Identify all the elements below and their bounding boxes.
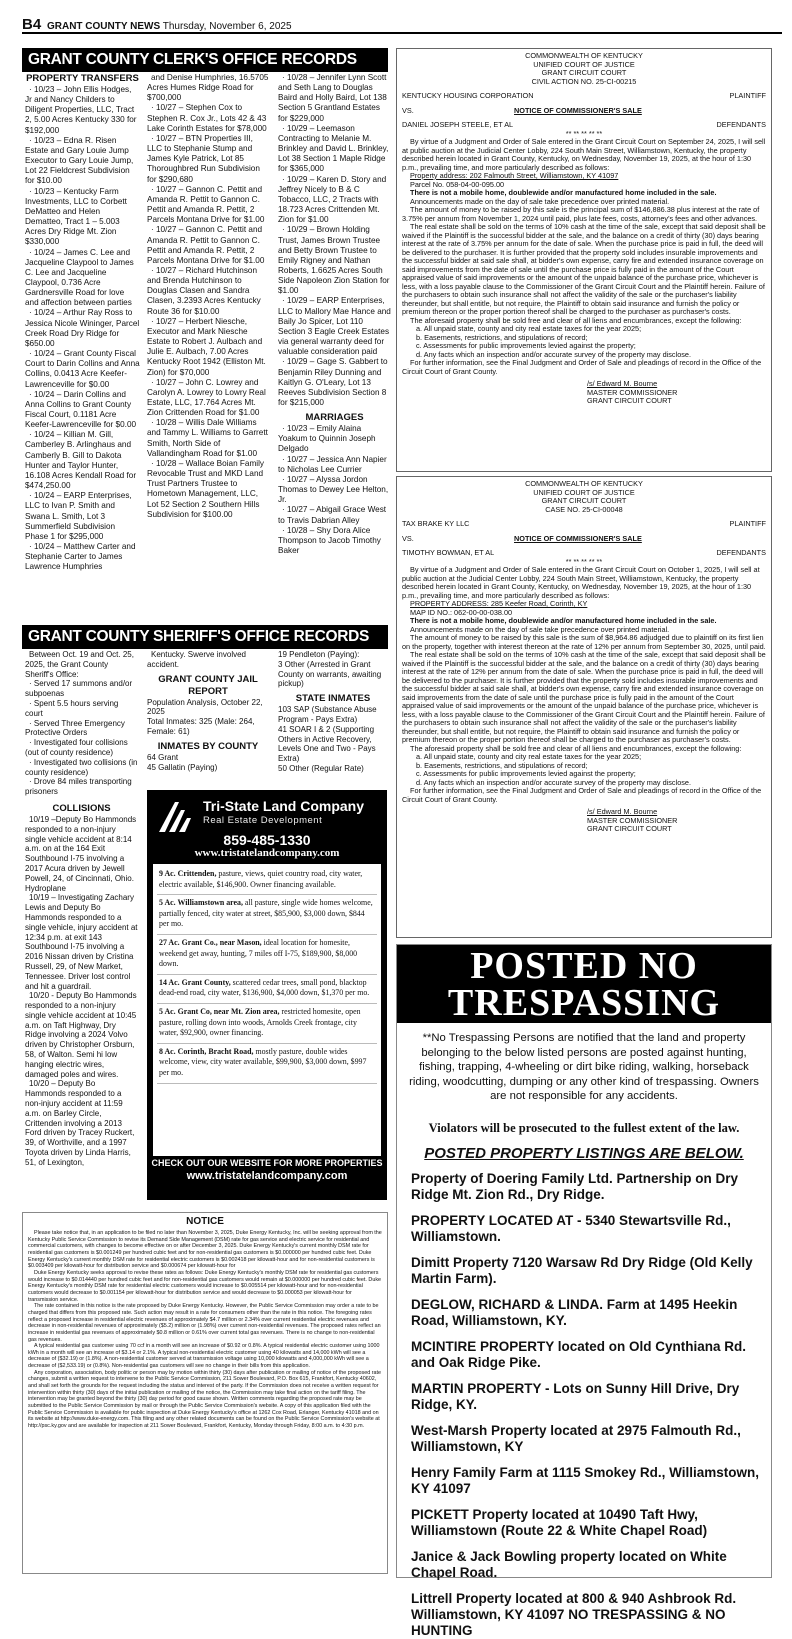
court-line: CASE NO. 25-CI-00048 <box>545 504 623 514</box>
sale-amount: The amount of money to be raised by this sale is the principal sum of $146,886.38 plus interest at the rate of 3.75% per annum from November 1, 2024 until paid, plus late fees, costs, attorney's fees and other advances. <box>402 205 760 223</box>
court-line: GRANT CIRCUIT COURT <box>541 68 627 77</box>
transfer-item: · 10/27 – Gannon C. Pettit and Amanda R. Pettit to Gannon C. Pettit and Amanda R. Pettit, 2 Parcels Montana Drive for $1.00 <box>147 184 265 225</box>
plaintiff-label: PLAINTIFF <box>729 91 766 100</box>
state-inmates <box>278 705 388 774</box>
transfer-item: · 10/29 – Leemason Contracting to Melanie M. Brinkley and David L. Brinkley, Lot 38 Section 1 Maple Ridge for $365,000 <box>278 123 389 174</box>
collisions-list <box>25 815 138 1168</box>
announcement-note: Announcements made on the day of sale take precedence over printed material. <box>410 624 670 634</box>
sheriff-activity-item: · Investigated four collisions (out of county residence) <box>25 738 128 757</box>
stars: ** ** ** ** ** <box>565 556 603 566</box>
parcel-number: MAP ID NO.: 062-00-00-038.00 <box>410 607 513 617</box>
signature-block <box>587 380 766 406</box>
exception-item: b. Easements, restrictions, and stipulations of record; <box>416 332 588 342</box>
notice-paragraph: Please take notice that, in an application to be filed no later than November 3, 2025, Duke Energy Kentucky, Inc. will be seeking approval from the Kentucky Public Service Commission to revise its Demand Side Management (DSM) rate for gas service and electric service for residential and commercial customers, with changes to become effective on or after December 3, 2025. Duke Energy Kentucky's current monthly DSM rate for residential gas customers is $0.001249 per hundred cubic feet and for non-residential gas customers is $0.000000 per hundred cubic feet. Duke Energy Kentucky's current monthly DSM rate for residential electric customers is $0.002418 per kilowatt-hour and for non-residential customers is $0.003409 per kilowatt-hour for distribution service and $0.000674 per kilowatt-hour for <box>28 1230 382 1270</box>
ad-listing <box>157 1004 377 1044</box>
ad-listing <box>157 1044 377 1084</box>
exception-item: c. Assessments for public improvements levied against the property; <box>416 341 636 350</box>
clerk-col2 <box>147 73 269 578</box>
mobile-home-note: There is not a mobile home, doublewide and/or manufactured home included in the sale. <box>410 616 717 625</box>
collisions-title: COLLISIONS <box>52 802 111 814</box>
signature-line: /s/ Edward M. Bourne <box>587 379 658 388</box>
transfer-item: · 10/27 – John C. Lowrey and Carolyn A. Lowrey to Lowry Real Estate, LLC, 17.764 Acres Mt. Zion Crittenden Road for $1.00 <box>147 377 266 418</box>
signature-line: MASTER COMMISSIONER <box>587 387 678 397</box>
sheriff-activity-item: · Served 17 summons and/or subpoenas <box>25 679 133 699</box>
state-inmate-line: 50 Other (Regular Rate) <box>278 763 364 773</box>
transfer-item: · 10/29 – EARP Enterprises, LLC to Mallory Mae Hance and Baily Jo Spicer, Lot 110 Section 3 Eagle Creek Estates via general warranty deed for valuable consideration paid <box>278 296 391 357</box>
transfer-item: · 10/24 – Grant County Fiscal Court to Darin Collins and Anna Collins, 0.0413 Acre Keefer-Lawrenceville for $0.00 <box>25 349 140 389</box>
notice-title: NOTICE <box>186 1216 224 1227</box>
ad-footer2: www.tristatelandcompany.com <box>186 1170 348 1182</box>
posted-property-item: DEGLOW, RICHARD & LINDA. Farm at 1495 Heekin Road, Williamstown, KY. <box>411 1297 738 1328</box>
duke-notice <box>22 1212 388 1574</box>
marriage-item: · 10/27 – Alyssa Jordon Thomas to Dewey Lee Helton, Jr. <box>278 474 389 505</box>
vs-row <box>402 107 766 116</box>
state-inmate-line: 103 SAP (Substance Abuse Program - Pays Extra) <box>278 705 377 724</box>
sheriff-activity-item: · Spent 5.5 hours serving court <box>25 698 119 718</box>
transfer-item: · 10/23 – Edna R. Risen Estate and Gary Louie Jump Executor to Gary Louie Jump, Lot 22 Fieldcrest Subdivision for $10.00 <box>25 135 134 186</box>
transfer-item: · 10/27 – Gannon C. Pettit and Amanda R. Pettit to Gannon C. Pettit and Amanda R. Pettit, 2 Parcels Montana Drive for $1.00 <box>147 225 265 265</box>
plaintiff-name: KENTUCKY HOUSING CORPORATION <box>402 91 534 100</box>
transfer-item: · 10/28 – Willis Dale Williams and Tammy L. Williams to Garrett Smith, North Side of Vallandingham Road for $1.00 <box>147 418 268 458</box>
ad-listings <box>153 864 381 1156</box>
posted-intro: **No Trespassing Persons are notified that the land and property belonging to the below listed persons are posted against hunting, fishing, trapping, 4-wheeling or dirt bike riding, walking, horseback riding, woodcutting, dumping or any other kind of trespassing. Owners are not responsible for any accidents. <box>409 1032 759 1103</box>
posted-warning: Violators will be prosecuted to the fullest extent of the law. <box>428 1121 740 1135</box>
marriages-list <box>278 424 391 556</box>
transfer-item: · 10/29 – Gage S. Gabbert to Benjamin Riley Dunning and Kaitlyn G. O'Leary, Lot 13 Reeves Subdivision Section 8 for $215,000 <box>278 357 388 407</box>
sale-title: NOTICE OF COMMISSIONER'S SALE <box>514 533 642 543</box>
posted-title2: TRESPASSING <box>447 982 721 1024</box>
posted-list <box>411 1171 761 1638</box>
ad-website: www.tristatelandcompany.com <box>194 847 340 859</box>
inmate-line: 3 Other (Arrested in Grant County on warrants, awaiting pickup) <box>278 659 382 689</box>
sale-terms: The real estate shall be sold on the terms of 10% cash at the time of the sale, except that said deposit shall be waived if the Plaintiff is the successful bidder at the sale, and the balance on a credit of thirty (30) days bearing interest at the rate of 12% per annum from the date of sale. When the purchase price is paid in full, the deed will be delivered to the purchaser. It is further provided that the property sold includes insurable improvements and the successful bidder at said sale shall, at bidder's own expense, carry fire and extended insurance coverage on said improvements from the date of sale until the purchase price is fully paid in the amount of the Court appraised value of said improvements or the amount of the unpaid balance of the purchase price, whichever is less, with a loss payable clause to the Commissioner of the Grant Circuit Court and the Plaintiff herein. Failure of the purchasers to obtain such insurance shall not affect the validity of the sale or the purchaser's liability thereunder, but shall entitle, but not require, the Plaintiff to obtain said insurance and furnish the policy or premium thereon or the proper portion thereof shall be charged to the purchaser as purchaser's costs. <box>402 650 766 744</box>
notice-paragraph: Duke Energy Kentucky seeks approval to revise these rates as follows: Duke Energy Kentucky's monthly DSM rate for residential gas customers would increase to $0.014440 per hundred cubic feet and for non-residential gas customers would remain at $0.000000 per hundred cubic feet. Duke Energy Kentucky's monthly DSM rate for residential electric customers would increase to $0.005514 per kilowatt-hour and for non-residential customers would decrease to $0.001154 per kilowatt-hour for distribution service and would decrease to $0.000053 per kilowatt-hour for transmission service. <box>28 1269 382 1303</box>
transfer-item: · 10/27 – BTN Properties III, LLC to Stephanie Stump and James Kyle Patrick, Lot 85 Thoroughbred Run Subdivision for $290,680 <box>147 133 260 184</box>
notice-paragraph: Any corporation, association, body politic or person may by motion within thirty (30) days after publication or mailing of notice of the proposed rate changes, submit a written request to intervene to the Public Service Commission, 211 Sower Boulevard, P.O. Box 615, Frankfort, Kentucky 40602, and shall set forth the grounds for the request including the status and interest of the party. If the Commission does not receive a written request for intervention within thirty (30) days of the initial publication or mailing of the notice, the Commission may take final action on the tariff filing. The intervention may be granted beyond the thirty (30) day period for good cause shown. Written comments regarding the proposed rate may be submitted to the Public Service Commission by mail or through the Public Service Commission's website. A copy of this application filed with the Public Service Commission is available for public inspection at Duke Energy Kentucky's office at 1262 Cox Road, Erlanger, Kentucky 41018 and on its website at http://www.duke-energy.com. This filing and any other related documents can be found on the Public Service Commission's website at http://psc.ky.gov and are available for inspection at 211 Sower Boulevard, Frankfort, Kentucky, Monday through Friday, 8:00 a.m. to 4:30 p.m. <box>28 1369 381 1430</box>
transfer-item: · 10/27 – Stephen Cox to Stephen R. Cox Jr., Lots 42 & 43 Lake Corinth Estates for $78,000 <box>147 103 267 133</box>
marriage-item: · 10/27 – Jessica Ann Napier to Nicholas Lee Currier <box>278 454 387 474</box>
posted-property-item: MCINTIRE PROPERTY located on Old Cynthiana Rd. and Oak Ridge Pike. <box>411 1339 747 1370</box>
sheriff-activity-item: · Investigated two collisions (in county residence) <box>25 757 138 777</box>
page-number: B4 <box>22 16 42 33</box>
defendant-name: DANIEL JOSEPH STEELE, ET AL <box>402 120 514 129</box>
marriage-item: · 10/27 – Abigail Grace West to Travis Dabrian Alley <box>278 505 387 525</box>
vs-label: VS. <box>402 533 414 543</box>
transfer-item: · 10/24 – James C. Lee and Jacqueline Claypool to James C. Lee and Jacqueline Claypool, 0.736 Acre Gardnersville Road for love and affection between parties <box>25 247 134 308</box>
exception-item: b. Easements, restrictions, and stipulations of record; <box>416 760 588 770</box>
ad-header <box>149 792 385 862</box>
inmate-line: 19 Pendleton (Paying): <box>278 650 360 659</box>
plaintiff-name-row <box>402 92 766 101</box>
court-line: COMMONWEALTH OF KENTUCKY <box>525 479 643 488</box>
ad-tagline: Real Estate Development <box>203 815 323 826</box>
collision-item: 10/19 –Deputy Bo Hammonds responded to a non-injury single vehicle accident at 8:14 a.m. on at the 164 Exit Southbound I-75 involving a 2017 Acura driven by Jewell Powell, 24, of Cincinnati, Ohio. Hydroplane <box>25 814 137 893</box>
signature-line: GRANT CIRCUIT COURT <box>587 824 672 833</box>
ad-listing <box>157 935 377 975</box>
state-title: STATE INMATES <box>295 693 371 705</box>
plaintiff-name: TAX BRAKE KY LLC <box>402 519 470 528</box>
ad-listing-lead: 8 Ac. Corinth, Bracht Road, <box>159 1046 254 1056</box>
notice-paragraph: The rate contained in this notice is the rate proposed by Duke Energy Kentucky. However, the Public Service Commission may order a rate to be charged that differs from this proposed rate. Such action may result in a rate for consumers other than the rate in this notice. The foregoing rates reflect a proposed increase in residential electric revenues of approximately $4.7 million or 2.34% over current residential electric revenues and decrease in non-residential revenues of approximately ($5.2) million or (1.98%) over current non-residential revenues. The proposed rates reflect an increase in residential gas revenues of approximately $0.8 million or 0.61% over current total gas revenues. There is no change to non-residential gas revenues. <box>28 1303 381 1343</box>
ad-listing-text: pasture, views, quiet country road, city water, electric available, $146,900. Owner financing available. <box>159 869 363 889</box>
signature-block <box>587 808 766 834</box>
announcement-note: Announcements made on the day of sale take precedence over printed material. <box>410 196 670 206</box>
sale-terms: The real estate shall be sold on the terms of 10% cash at the time of the sale, except that said deposit shall be waived if the Plaintiff is the successful bidder at the sale, and the balance on a credit of thirty (30) days bearing interest at the rate of 3.75% per annum for the date of sale. When the purchase price is paid in full, the deed will be delivered to the purchaser. It is further provided that the property sold includes insurable improvements and the successful bidder at said sale shall, at bidder's own expense, carry fire and extended insurance coverage on said improvements from the date of sale until the purchase price is fully paid in the amount of the Court appraised value of said improvements or the amount of the unpaid balance of the purchase price, whichever is less, with a loss payable clause to the Commissioner of the Grant Circuit Court and the Plaintiff herein. Failure of the purchasers to obtain such insurance shall not affect the validity of the sale or the purchaser's liability thereunder, but shall entitle, but not require, the Plaintiff to obtain said insurance and furnish the policy or premium thereon or the proper portion thereof shall be charged to the purchaser as purchaser's costs. <box>402 222 766 316</box>
clerk-col1 <box>25 73 140 578</box>
sheriff-activity-item: · Drove 84 miles transporting prisoners <box>25 777 132 797</box>
issue-date: Thursday, November 6, 2025 <box>162 21 292 32</box>
posted-title1: POSTED NO <box>470 945 698 987</box>
ad-listing-text: restricted homesite, open pasture, rolling down into woods, Arnolds Creek frontage, city water, $92,900, owner financing. <box>159 1006 361 1038</box>
sale-intro: By virtue of a Judgment and Order of Sale entered in the Grant Circuit Court on October 1, 2025, I will sell at public auction at the Judicial Center Lobby, 224 South Main Street, Williamstown, Kentucky, the property described herein located in Grant County, Kentucky, on Wednesday, November 19, 2025, at the hour of 1:30 p.m., prevailing time, and more particularly described as follows: <box>402 565 760 600</box>
transfer-item: · 10/29 – Brown Holding Trust, James Brown Trustee and Betty Brown Trustee to Emily Rigney and Nathan Roberts, 1.6625 Acres South Side Napoleon Zion Station for $1.00 <box>278 225 390 296</box>
exception-item: d. Any facts which an inspection and/or accurate survey of the property may disclose. <box>416 777 691 787</box>
tristate-ad <box>147 790 387 1200</box>
ad-listing-text: scattered cedar trees, small pond, blacktop dead-end road, city water, $136,900, $4,000 down, $1,370 per mo. <box>159 977 370 998</box>
posted-property-item: Property of Doering Family Ltd. Partnership on Dry Ridge Mt. Zion Rd., Dry Ridge. <box>411 1171 739 1202</box>
transfers-title: PROPERTY TRANSFERS <box>26 73 139 84</box>
inmate-line: 64 Grant <box>147 752 179 762</box>
transfer-item: · 10/24 – EARP Enterprises, LLC to Ivan P. Smith and Swana L. Smith, Lot 3 Summerfield Subdivision Phase 1 for $295,000 <box>25 491 132 541</box>
exception-item: c. Assessments for public improvements levied against the property; <box>416 769 636 778</box>
posted-property-item: Littrell Property located at 800 & 940 Ashbrook Rd. Williamstown, KY 41097 NO TRESPASSING & NO HUNTING <box>411 1591 737 1638</box>
vs-row <box>402 535 766 544</box>
court-line: GRANT CIRCUIT COURT <box>541 496 627 505</box>
signature-line: /s/ Edward M. Bourne <box>587 807 658 816</box>
court-line: CIVIL ACTION NO. 25-CI-00215 <box>531 76 637 86</box>
transfer-item: · 10/23 – Kentucky Farm Investments, LLC to Corbett DeMatteo and Helen Dematteo, Tract 1 – 5.003 Acres Dry Ridge Mt. Zion $330,000 <box>25 186 127 247</box>
signature-line: MASTER COMMISSIONER <box>587 815 678 825</box>
transfer-item: · 10/24 – Arthur Ray Ross to Jessica Nicole Wininger, Parcel Creek Road Dry Ridge for $650.00 <box>25 308 140 348</box>
sheriff-col3 <box>278 650 388 790</box>
ad-listing-lead: 5 Ac. Williamstown area, <box>159 898 243 908</box>
marriage-item: · 10/23 – Emily Alaina Yoakum to Quinnin Joseph Delgado <box>278 424 376 454</box>
commissioner-sale-1 <box>396 48 772 472</box>
jail-line: Population Analysis, October 22, 2025 <box>147 697 263 717</box>
mobile-home-note: There is not a mobile home, doublewide and/or manufactured home included in the sale. <box>410 188 717 197</box>
ad-listing-lead: 14 Ac. Grant County, <box>159 977 231 987</box>
marriage-item: · 10/28 – Shy Dora Alice Thompson to Jacob Timothy Baker <box>278 525 381 556</box>
transfer-item: · 10/27 – Herbert Niesche, Executor and Mark Niesche Estate to Robert J. Aulbach and Julie E. Aulbach, 7.00 Acres Kentucky Root 1942 (Elliston Mt. Zion) for $70,000 <box>147 316 266 377</box>
sheriff-activity <box>25 650 138 797</box>
defendant-name: TIMOTHY BOWMAN, ET AL <box>402 548 495 557</box>
notice-paragraph: A typical residential gas customer using 70 ccf in a month will see an increase of $0.92 or 0.8%. A typical residential electric customer using 1000 kWh in a month will see an increase of $3.14 or 2.1%. A typical non-residential electric customer using 40 kilowatts and 14,000 kWh will see a decrease of ($32.19) or (1.8%). A non-residential customer served at transmission voltage using 10,000 kilowatts and 4,000,000 kWh will see a decrease of ($2,533.19) or (0.8%). Non-residential gas customers will see no change in their bills from this application. <box>28 1343 380 1370</box>
commissioner-sale-2 <box>396 476 772 938</box>
stars: ** ** ** ** ** <box>565 128 603 138</box>
posted-property-item: PICKETT Property located at 10490 Taft Hwy, Williamstown (Route 22 & White Chapel Road) <box>411 1507 708 1538</box>
page-header <box>22 18 782 34</box>
defendant-label: DEFENDANTS <box>716 548 766 557</box>
transfer-item: · 10/29 – Karen D. Story and Jeffrey Nicely to B & C Tobacco, LLC, 2 Tracts with 18.723 Acres Crittenden Mt. Zion for $1.00 <box>278 174 387 225</box>
vs-label: VS. <box>402 105 414 115</box>
jail-line: Total Inmates: 325 (Male: 264, Female: 61) <box>147 717 255 736</box>
jail-report <box>147 698 269 737</box>
posted-property-item: MARTIN PROPERTY - Lots on Sunny Hill Drive, Dry Ridge, KY. <box>411 1381 740 1412</box>
exception-item: a. All unpaid state, county and city real estate taxes for the year 2025; <box>416 324 642 333</box>
transfer-item: · 10/24 – Matthew Carter and Stephanie Carter to James Lawrence Humphries <box>25 542 136 572</box>
ad-footer1: CHECK OUT OUR WEBSITE FOR MORE PROPERTIES <box>151 1158 383 1168</box>
clerk-banner: GRANT COUNTY CLERK'S OFFICE RECORDS <box>22 48 388 72</box>
posted-no-trespassing <box>396 944 772 1638</box>
inmates-cont <box>278 650 388 689</box>
ad-listing-text: ideal location for homesite, weekend get away, hunting, 7 miles off I-75, $189,900, $8,000 down. <box>159 937 358 969</box>
exception-item: a. All unpaid state, county and city real estate taxes for the year 2025; <box>416 752 642 761</box>
further-info: For further information, see the Final Judgment and Order of Sale and pleadings of record in the Office of the Circuit Court of Grant County. <box>402 786 762 804</box>
ad-listing <box>157 866 377 895</box>
posted-property-item: West-Marsh Property located at 2975 Falmouth Rd., Williamstown, KY <box>411 1423 741 1454</box>
posted-property-item: Janice & Jack Bowling property located on White Chapel Road. <box>411 1549 727 1580</box>
exception-item: d. Any facts which an inspection and/or accurate survey of the property may disclose. <box>416 349 691 359</box>
ad-phone: 859-485-1330 <box>223 832 311 848</box>
liens-note: The aforesaid property shall be sold free and clear of all liens and encumbrances, except the following: <box>410 315 742 325</box>
sheriff-col2 <box>147 650 269 790</box>
plaintiff-label: PLAINTIFF <box>729 519 766 528</box>
transfer-item: · 10/28 – Jennifer Lynn Scott and Seth Lang to Douglas Baird and Holly Baird, Lot 138 Section 5 Grantland Estates for $229,000 <box>278 73 387 123</box>
ad-listing-lead: 9 Ac. Crittenden, <box>159 869 217 878</box>
clerk-col3 <box>278 73 391 578</box>
inmates-by-county <box>147 753 269 773</box>
transfers-list <box>25 85 140 573</box>
property-address: Property address: 202 Falmouth Street, Williamstown, KY 41097 <box>410 171 619 180</box>
liens-note: The aforesaid property shall be sold free and clear of all liens and encumbrances, except the following: <box>410 743 742 753</box>
posted-property-item: Dimitt Property 7120 Warsaw Rd Dry Ridge (Old Kelly Martin Farm). <box>411 1255 753 1286</box>
transfer-item: · 10/24 – Darin Collins and Anna Collins to Grant County Fiscal Court, 0.1181 Acre Keefer-Lawrenceville for $0.00 <box>25 389 137 430</box>
state-inmate-line: 41 SOAR I & 2 (Supporting Others in Active Recovery, Levels One and Two - Pays Extra) <box>278 724 376 764</box>
sheriff-col2-top: Kentucky. Swerve involved accident. <box>147 650 247 669</box>
transfers-list-cont2 <box>278 73 391 408</box>
inmates-title: INMATES BY COUNTY <box>157 740 259 752</box>
ad-listing-lead: 5 Ac. Grant Co, near Mt. Zion area, <box>159 1006 280 1016</box>
inmate-line: 45 Gallatin (Paying) <box>147 762 218 772</box>
sale-title: NOTICE OF COMMISSIONER'S SALE <box>514 105 642 115</box>
posted-property-item: Henry Family Farm at 1115 Smokey Rd., Williamstown, KY 41097 <box>411 1465 760 1496</box>
notice-body <box>28 1230 382 1430</box>
sheriff-col1 <box>25 650 138 1205</box>
posted-property-item: PROPERTY LOCATED AT - 5340 Stewartsville Rd., Williamstown. <box>411 1213 731 1244</box>
parcel-number: Parcel No. 058-04-00-095.00 <box>410 179 505 189</box>
ad-listing-text: mostly pasture, double wides welcome, view, city water available, $99,900, $3,000 down, $997 per mo. <box>159 1046 367 1077</box>
mountain-logo-icon <box>157 798 197 834</box>
transfer-item: and Denise Humphries, 16.5705 Acres Humes Ridge Road for $700,000 <box>147 73 269 103</box>
further-info: For further information, see the Final Judgment and Order of Sale and pleadings of record in the Office of the Circuit Court of Grant County. <box>402 358 762 376</box>
posted-banner <box>397 945 771 1023</box>
marriages-title: MARRIAGES <box>305 412 364 424</box>
signature-line: GRANT CIRCUIT COURT <box>587 396 672 405</box>
sale-amount: The amount of money to be raised by this sale is the sum of $8,964.86 adjudged due to plaintiff on its first lien on the property, together with interest thereon at the rate of 12% per annum from September 30, 2025, until paid. <box>402 633 766 651</box>
collision-item: 10/19 – Investigating Zachary Lewis and Deputy Bo Hammonds responded to a single vehicle, injury accident at 12:34 p.m. at exit 143 Southbound I-75 involving a 2016 Nissan driven by Cristina Russell, 29, of New Market, Tennessee. Driver lost control and hit a guardrail. <box>25 893 138 991</box>
transfers-list-cont <box>147 73 269 520</box>
collision-item: 10/20 - Deputy Bo Hammonds responded to a non-injury single vehicle accident at 10:45 a.m. on Taft Highway, Dry Ridge involving a 2024 Volvo driven by Christopher Orsburn, 58, of Walton. Semi hi low hanging electric wires, damaged poles and wires. <box>25 991 137 1079</box>
transfer-item: · 10/27 – Richard Hutchinson and Brenda Hutchinson to Douglas Clasen and Sandra Clasen, 3.2393 Acres Kentucky Route 36 for $10.00 <box>147 265 261 316</box>
sheriff-banner: GRANT COUNTY SHERIFF'S OFFICE RECORDS <box>22 625 388 649</box>
jail-title: GRANT COUNTY JAIL REPORT <box>158 673 258 697</box>
transfer-item: · 10/23 – John Ellis Hodges, Jr and Nancy Childers to Diligent Properties, LLC, Tract 2, 5.00 Acres Kentucky 330 for $192,000 <box>25 85 137 135</box>
ad-listing-text: all pasture, single wide homes welcome, partially fenced, city water at street, $85,900, $3,000 down, $844 per mo. <box>159 898 373 929</box>
sale-intro: By virtue of a Judgment and Order of Sale entered in the Grant Circuit Court on September 24, 2025, I will sell at public auction at the Judicial Center Lobby, 224 South Main Street, Williamstown, Kentucky, the property described herein located in Grant County, Kentucky, on Wednesday, November 19, 2025, at the hour of 1:30 p.m., prevailing time, and more particularly described as follows: <box>402 137 766 172</box>
ad-company: Tri-State Land Company <box>203 798 365 814</box>
transfer-item: · 10/24 – Killian M. Gill, Camberley B. Arlinghaus and Camberly B. Gill to Dakota Hunter and Taylor Hunter, 16.108 Acres Kendall Road for $474,250.00 <box>25 430 137 491</box>
sheriff-activity-item: Between Oct. 19 and Oct. 25, 2025, the Grant County Sheriff's Office: <box>25 650 134 679</box>
defendant-label: DEFENDANTS <box>716 120 766 129</box>
ad-listing-lead: 27 Ac. Grant Co., near Mason, <box>159 937 262 947</box>
ad-listing <box>157 975 377 1004</box>
ad-listing <box>157 895 377 935</box>
property-address: PROPERTY ADDRESS: 285 Keefer Road, Corinth, KY <box>410 599 588 608</box>
posted-subtitle: POSTED PROPERTY LISTINGS ARE BELOW. <box>424 1145 744 1162</box>
paper-name: GRANT COUNTY NEWS <box>46 21 161 32</box>
court-line: COMMONWEALTH OF KENTUCKY <box>525 51 643 60</box>
court-line: UNIFIED COURT OF JUSTICE <box>533 487 635 497</box>
transfer-item: · 10/28 – Wallace Boian Family Revocable Trust and MKD Land Trust Partners Trustee to Hometown Management, LLC, Lot 52 Section 2 Southern Hills Subdivision for $100.00 <box>147 458 265 519</box>
court-line: UNIFIED COURT OF JUSTICE <box>533 59 635 69</box>
collision-item: 10/20 – Deputy Bo Hammonds responded to a non-injury accident at 11:59 a.m. on Barley Circle, Crittenden involving a 2013 Ford driven by Tracey Ruckert, 39, of Worthville, and a 1997 Toyota driven by Linda Harris, 51, of Lexington, <box>25 1079 135 1167</box>
plaintiff-name-row <box>402 520 766 529</box>
sheriff-activity-item: · Served Three Emergency Protective Orders <box>25 718 125 738</box>
